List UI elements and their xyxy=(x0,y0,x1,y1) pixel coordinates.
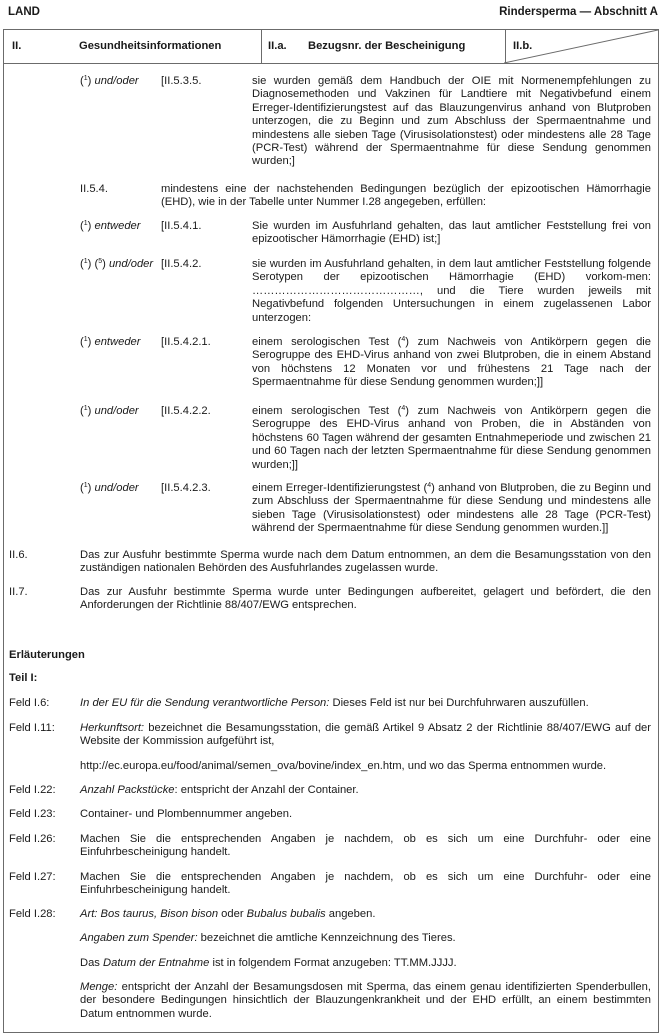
clause-number: [II.5.4.2.3. xyxy=(161,482,211,494)
field-label: Feld I.22: xyxy=(9,784,56,796)
clause-text: einem Erreger-Identifizierungstest ($^4$) anhand von Blutproben, die zu Beginn und zum Abschluss der Spermaentnahme für diese Sendung und mindestens alle sieben Tage (Virusisolationstest) oder mindestens alle 28 Tage (PCR-Test) während der Spermaentnahme für diese Sendung genommen wurden.]] xyxy=(252,482,651,535)
clause-text: einem serologischen Test ($^4$) zum Nachweis von Antikörpern gegen die Serogruppe des EHD-Virus anhand von Proben, die in Abständen von höchstens 60 Tagen während der gesamten Entnahmeperiode und zwischen 21 und 60 Tagen nach der letzten Spermaentnahme für diese Sendung genommen wurden;]] xyxy=(252,405,651,471)
clause-number: [II.5.3.5. xyxy=(161,75,202,87)
section-number: II. xyxy=(12,40,22,52)
field-note: Anzahl Packstücke: entspricht der Anzahl der Container. xyxy=(80,784,359,796)
clause-text: einem serologischen Test ($^4$) zum Nachweis von Antikörpern gegen die Serogruppe des EHD-Virus anhand von zwei Blutproben, die in einem Abstand von höchstens 12 Monaten vor und frühestens 21 Tage nach der Spermaentnahme für diese Sendung genommen wurden;]] xyxy=(252,336,651,389)
notes-part-label: Teil I: xyxy=(9,672,38,684)
field-note: Machen Sie die entsprechenden Angaben je nachdem, ob es sich um eine Durchfuhr- oder eine Einfuhrbescheinigung handelt. xyxy=(80,871,651,897)
section-title: Gesundheitsinformationen xyxy=(79,40,222,52)
notes-heading: Erläuterungen xyxy=(9,649,85,661)
clause-text: mindestens eine der nachstehenden Bedingungen bezüglich der epizootischen Hämorrhagie (EHD), wie in der Tabelle unter Nummer I.28 angegeben, erfüllen: xyxy=(161,183,651,209)
clause-text: sie wurden gemäß dem Handbuch der OIE mit Normenempfehlungen zu Diagnosemethoden und Vakzinen für Landtiere mit Negativbefund einem Erreger-Identifizierungstest auf das Blauzungenvirus anhand von Blutproben unterzogen, die zu Beginn und zum Abschluss der Spermaentnahme und mindestens alle sieben Tage (Virusisolationstest) oder mindestens alle 28 Tage (PCR-Test) während der Spermaentnahme für diese Sendung genommen wurden;] xyxy=(252,75,651,168)
clause-qualifier: ($^1$) und/oder xyxy=(80,405,139,417)
clause-number: II.7. xyxy=(9,586,28,598)
field-note: Das Datum der Entnahme ist in folgendem Format anzugeben: TT.MM.JJJJ. xyxy=(80,957,457,969)
field-note-url: http://ec.europa.eu/food/animal/semen_ova/bovine/index_en.htm, und wo das Sperma entnommen wurde. xyxy=(80,760,607,772)
header-divider xyxy=(261,30,262,63)
clause-qualifier: ($^1$) und/oder xyxy=(80,482,139,494)
document-title: Rindersperma — Abschnitt A xyxy=(499,6,658,18)
reference-number-label: Bezugsnr. der Bescheinigung xyxy=(308,40,466,52)
field-label: Feld I.11: xyxy=(9,722,55,734)
clause-number: [II.5.4.2. xyxy=(161,258,202,270)
field-label: Feld I.23: xyxy=(9,808,56,820)
clause-number: [II.5.4.2.1. xyxy=(161,336,211,348)
clause-number: [II.5.4.2.2. xyxy=(161,405,211,417)
field-note: Angaben zum Spender: bezeichnet die amtliche Kennzeichnung des Tieres. xyxy=(80,932,456,944)
field-note: Herkunftsort: bezeichnet die Besamungsstation, die gemäß Artikel 9 Absatz 2 der Richtlinie 88/407/EWG auf der Website der Kommission aufgeführt ist, xyxy=(80,722,651,748)
clause-number: II.5.4. xyxy=(80,183,108,195)
field-note: Menge: entspricht der Anzahl der Besamungsdosen mit Sperma, das einem genau identifizierten Spenderbullen, der besondere Bedingungen hinsichtlich der Blauzungenkrankheit und der EHD erfüllt, an einem bestimmten Datum entnommen wurde. xyxy=(80,981,651,1020)
country-label: LAND xyxy=(8,6,40,18)
clause-qualifier: ($^1$) ($^5$) und/oder xyxy=(80,258,154,270)
clause-qualifier: ($^1$) und/oder xyxy=(80,75,139,87)
clause-number: II.6. xyxy=(9,549,28,561)
clause-qualifier: ($^1$) entweder xyxy=(80,336,141,348)
clause-text: sie wurden im Ausfuhrland gehalten, in dem laut amtlicher Feststellung folgende Serotypen der epizootischen Hämorrhagie (EHD) vorkom-men: ………………………………………, und die Tiere wurden jeweils mit Negativbefund folgenden Untersuchungen in einem zugelassenen Labor unterzogen: xyxy=(252,258,651,324)
field-label: Feld I.28: xyxy=(9,908,56,920)
page-header xyxy=(8,6,658,22)
field-note: In der EU für die Sendung verantwortliche Person: Dieses Feld ist nur bei Durchfuhrwaren auszufüllen. xyxy=(80,697,589,709)
field-note: Container- und Plombennummer angeben. xyxy=(80,808,293,820)
clause-text: Sie wurden im Ausfuhrland gehalten, das laut amtlicher Feststellung frei von epizootischer Hämorrhagie (EHD) ist;] xyxy=(252,220,651,246)
field-label: Feld I.6: xyxy=(9,697,50,709)
section-header-row xyxy=(4,30,658,64)
strikethrough-diagonal xyxy=(504,30,658,63)
field-note: Machen Sie die entsprechenden Angaben je nachdem, ob es sich um eine Durchfuhr- oder eine Einfuhrbescheinigung handelt. xyxy=(80,833,651,859)
clause-text: Das zur Ausfuhr bestimmte Sperma wurde nach dem Datum entnommen, an dem die Besamungsstation von den zuständigen nationalen Behörden des Ausfuhrlandes zugelassen wurde. xyxy=(80,549,651,575)
field-label: Feld I.26: xyxy=(9,833,56,845)
reference-number-label-num: II.a. xyxy=(268,40,287,52)
field-note: Art: Bos taurus, Bison bison oder Bubalus bubalis angeben. xyxy=(80,908,376,920)
clause-number: [II.5.4.1. xyxy=(161,220,202,232)
clause-qualifier: ($^1$) entweder xyxy=(80,220,141,232)
field-iib-label: II.b. xyxy=(513,40,533,52)
field-label: Feld I.27: xyxy=(9,871,56,883)
clause-text: Das zur Ausfuhr bestimmte Sperma wurde unter Bedingungen aufbereitet, gelagert und befördert, die den Anforderungen der Richtlinie 88/407/EWG entsprechen. xyxy=(80,586,651,612)
